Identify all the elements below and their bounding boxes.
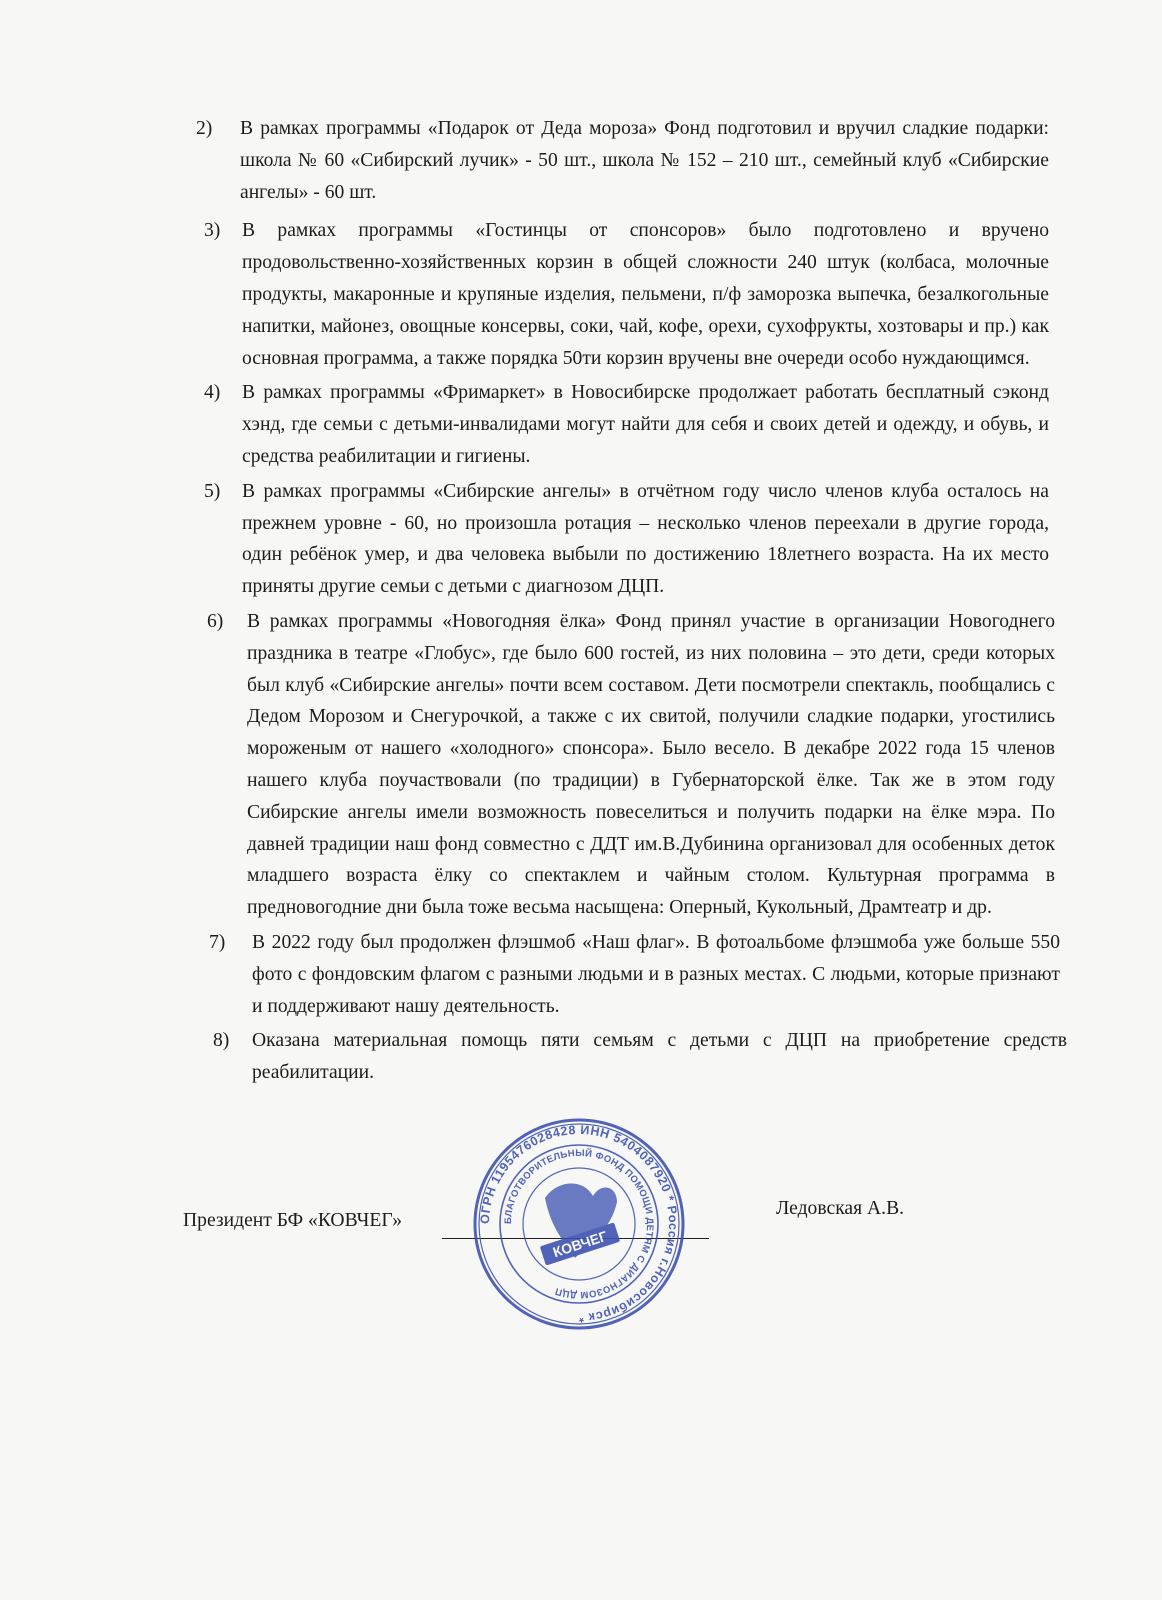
item-text: В рамках программы «Новогодняя ёлка» Фонд принял участие в организации Новогоднего праздника в театре «Глобус», где было 600 гостей, из них половина – это дети, среди которых был клуб «Сибирские ангелы» почти всем составом. Дети посмотрели спектакль, пообщались с Дедом Морозом и Снегурочкой, а также с их свитой, получили сладкие подарки, угостились мороженым от нашего «холодного» спонсора». Было весело. В декабре 2022 года 15 членов нашего клуба поучаствовали (по традиции) в Губернаторской ёлке. Так же в этом году Сибирские ангелы имели возможность повеселиться и получить подарки на ёлке мэра. По давней традиции наш фонд совместно с ДДТ им.В.Дубинина организовал для особенных деток младшего возраста ёлку со спектаклем и чайным столом. Культурная программа в предновогодние дни была тоже весьма насыщена: Оперный, Кукольный, Драмтеатр и др. (247, 610, 1055, 919)
item-text: В рамках программы «Сибирские ангелы» в отчётном году число членов клуба осталось на прежнем уровне - 60, но произошла ротация – несколько членов переехали в другие города, один ребёнок умер, и два человека выбыли по достижению 18летнего возраста. На их место приняты другие семьи с детьми с диагнозом ДЦП. (242, 480, 1049, 598)
stamp-outer-text: ОГРН 1195476028428 ИНН 5404087920 * Россия г.Новосибирск * (477, 1122, 681, 1326)
report-item-3 (204, 215, 1049, 377)
item-text: В рамках программы «Подарок от Деда мороза» Фонд подготовил и вручил сладкие подарки: школа № 60 «Сибирский лучик» - 50 шт., школа № 152 – 210 шт., семейный клуб «Сибирские ангелы» - 60 шт. (240, 118, 1049, 203)
item-number: 8) (213, 1030, 230, 1052)
organization-stamp-icon (471, 1116, 687, 1332)
report-item-8 (213, 1025, 1067, 1089)
item-number: 7) (209, 931, 226, 953)
report-item-5 (204, 476, 1049, 606)
item-text: В рамках программы «Гостинцы от спонсоров» было подготовлено и вручено продовольственно-хозяйственных корзин в общей сложности 240 штук (колбаса, молочные продукты, макаронные и крупяные изделия, пельмени, п/ф заморозка выпечка, безалкогольные напитки, майонез, овощные консервы, соки, чай, кофе, орехи, сухофрукты, хозтовары и пр.) как основная программа, а также порядка 50ти корзин вручены вне очереди особо нуждающимся. (242, 220, 1049, 369)
report-item-7 (209, 927, 1060, 1025)
report-item-4 (204, 377, 1049, 475)
item-number: 6) (207, 610, 224, 632)
stamp-center-text: КОВЧЕГ (550, 1227, 610, 1261)
item-number: 5) (204, 480, 221, 502)
report-item-6 (207, 606, 1055, 927)
report-item-2 (196, 113, 1049, 215)
signature-label: Президент БФ «КОВЧЕГ» (183, 1210, 403, 1231)
item-number: 4) (204, 382, 221, 404)
item-text: В 2022 году был продолжен флэшмоб «Наш флаг». В фотоальбоме флэшмоба уже больше 550 фото с фондовским флагом с разными людьми и в разных местах. С людьми, которые признают и поддерживают нашу деятельность. (252, 931, 1060, 1017)
item-text: В рамках программы «Фримаркет» в Новосибирске продолжает работать бесплатный сэконд хэнд, где семьи с детьми-инвалидами могут найти для себя и своих детей и одежду, и обувь, и средства реабилитации и гигиены. (242, 382, 1049, 467)
item-number: 2) (196, 118, 213, 139)
signatory-name: Ледовская А.В. (776, 1198, 905, 1219)
stamp-inner-text: БЛАГОТВОРИТЕЛЬНЫЙ ФОНД ПОМОЩИ ДЕТЯМ С ДИАГНОЗОМ ДЦП (502, 1147, 656, 1301)
report-items-list (0, 113, 1162, 1089)
item-number: 3) (204, 220, 221, 242)
item-text: Оказана материальная помощь пяти семьям с детьми с ДЦП на приобретение средств реабилитации. (252, 1030, 1067, 1084)
